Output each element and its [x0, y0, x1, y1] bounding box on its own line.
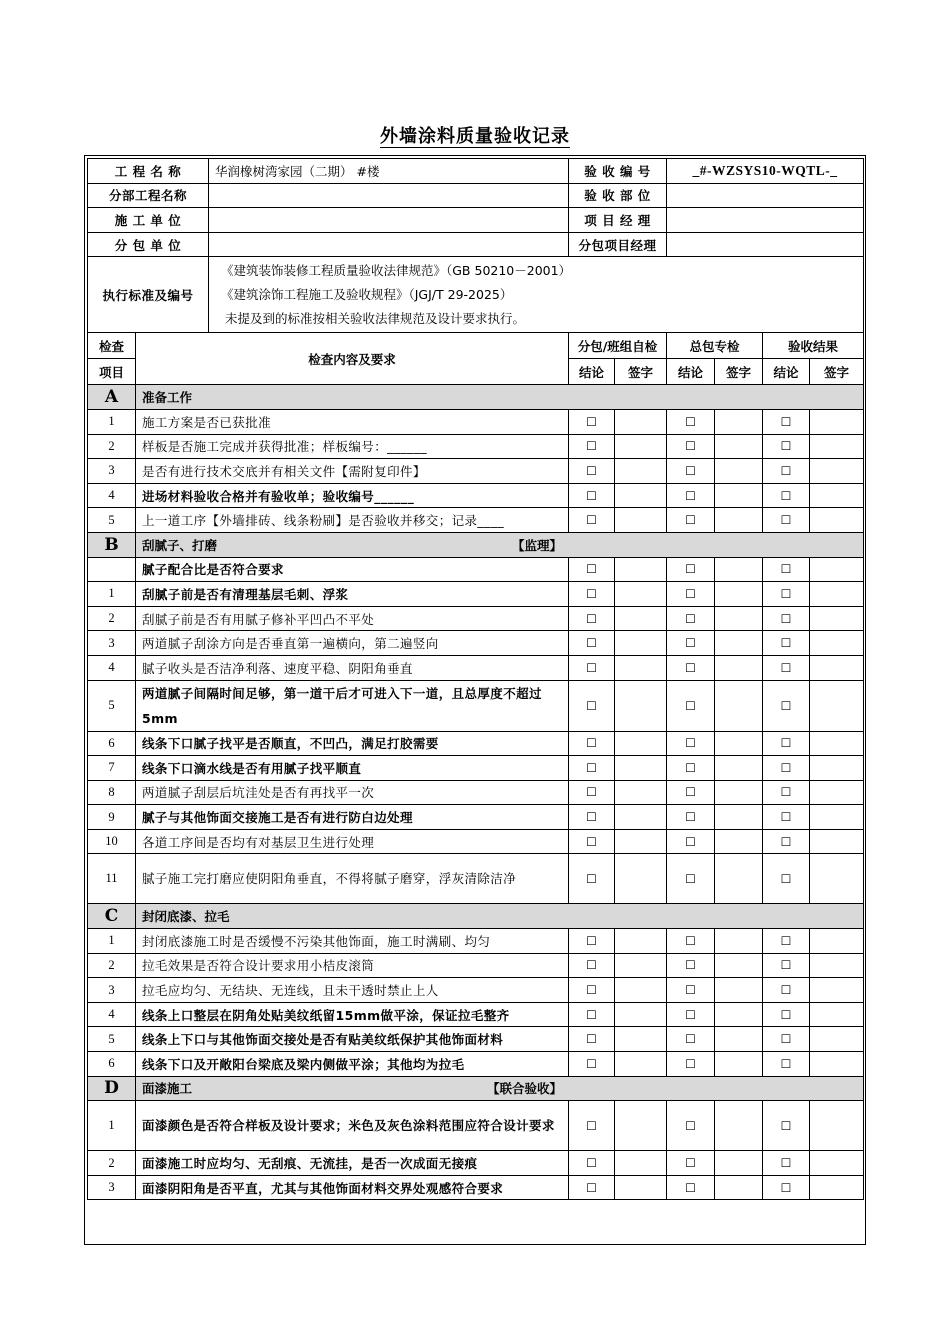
table-row — [88, 1027, 864, 1052]
item-number: 3 — [88, 978, 136, 1003]
general-check-conclusion-checkbox[interactable]: ☐ — [667, 929, 715, 954]
result-signature[interactable] — [810, 1101, 864, 1151]
check-item-header: 项目 — [88, 359, 136, 385]
general-check-conclusion-checkbox[interactable]: ☐ — [667, 854, 715, 904]
table-row — [88, 1175, 864, 1200]
general-check-conclusion-checkbox[interactable]: ☐ — [667, 1151, 715, 1176]
general-check-conclusion-checkbox[interactable]: ☐ — [667, 680, 715, 731]
acceptance-part-label: 验 收 部 位 — [569, 183, 667, 208]
self-check-signature[interactable] — [615, 829, 667, 854]
self-check-conclusion-checkbox[interactable]: ☐ — [569, 854, 615, 904]
general-check-conclusion-checkbox[interactable]: ☐ — [667, 1101, 715, 1151]
table-row — [88, 829, 864, 854]
item-text: 线条下口腻子找平是否顺直，不凹凸，满足打胶需要 — [136, 731, 569, 756]
item-number: 2 — [88, 434, 136, 459]
result-conclusion-checkbox[interactable]: ☐ — [763, 1101, 810, 1151]
self-check-conclusion-checkbox[interactable]: ☐ — [569, 508, 615, 533]
item-number: 10 — [88, 829, 136, 854]
acceptance-form — [84, 155, 866, 1245]
general-check-signature[interactable] — [715, 805, 763, 830]
section-title — [136, 385, 864, 410]
general-check-signature[interactable] — [715, 557, 763, 582]
table-row — [88, 978, 864, 1003]
self-check-conclusion-checkbox[interactable]: ☐ — [569, 1101, 615, 1151]
result-signature[interactable] — [810, 756, 864, 781]
result-signature[interactable] — [810, 953, 864, 978]
header-row-1 — [88, 333, 864, 359]
general-check-signature[interactable] — [715, 508, 763, 533]
item-number: 4 — [88, 1002, 136, 1027]
table-row — [88, 731, 864, 756]
item-text: 两道腻子刮涂方向是否垂直第一遍横向，第二遍竖向 — [136, 631, 569, 656]
section-title-text: 准备工作 — [142, 390, 193, 406]
general-check-signature[interactable] — [715, 953, 763, 978]
result-signature[interactable] — [810, 1175, 864, 1200]
general-check-signature[interactable] — [715, 434, 763, 459]
general-check-conclusion-checkbox[interactable]: ☐ — [667, 1027, 715, 1052]
result-conclusion-checkbox[interactable]: ☐ — [763, 1002, 810, 1027]
general-check-conclusion-checkbox[interactable]: ☐ — [667, 655, 715, 680]
general-check-signature[interactable] — [715, 483, 763, 508]
self-check-signature[interactable] — [615, 1027, 667, 1052]
self-check-signature[interactable] — [615, 557, 667, 582]
subcontractor-label: 分 包 单 位 — [88, 232, 209, 257]
item-text: 面漆颜色是否符合样板及设计要求；米色及灰色涂料范围应符合设计要求 — [136, 1101, 569, 1151]
self-check-signature[interactable] — [615, 929, 667, 954]
item-number: 11 — [88, 854, 136, 904]
result-conclusion-checkbox[interactable]: ☐ — [763, 854, 810, 904]
self-check-signature[interactable] — [615, 731, 667, 756]
self-check-signature[interactable] — [615, 978, 667, 1003]
result-signature[interactable] — [810, 978, 864, 1003]
result-signature[interactable] — [810, 508, 864, 533]
result-signature[interactable] — [810, 805, 864, 830]
table-row — [88, 805, 864, 830]
info-row-standards — [88, 257, 864, 333]
result-conclusion-checkbox[interactable]: ☐ — [763, 805, 810, 830]
result-conclusion-checkbox[interactable]: ☐ — [763, 631, 810, 656]
general-check-signature[interactable] — [715, 1151, 763, 1176]
self-check-conclusion-checkbox[interactable]: ☐ — [569, 582, 615, 607]
section-header-c — [88, 904, 864, 929]
self-check-signature[interactable] — [615, 508, 667, 533]
item-number: 3 — [88, 459, 136, 484]
self-check-signature[interactable] — [615, 409, 667, 434]
table-row — [88, 929, 864, 954]
result-signature[interactable] — [810, 1151, 864, 1176]
result-signature[interactable] — [810, 655, 864, 680]
self-check-signature[interactable] — [615, 854, 667, 904]
general-check-conclusion-checkbox[interactable]: ☐ — [667, 1052, 715, 1077]
self-check-header: 分包/班组自检 — [569, 333, 667, 359]
item-text: 封闭底漆施工时是否缓慢不污染其他饰面，施工时满刷、均匀 — [136, 929, 569, 954]
result-conclusion-checkbox[interactable]: ☐ — [763, 409, 810, 434]
item-number: 5 — [88, 508, 136, 533]
general-check-conclusion-checkbox[interactable]: ☐ — [667, 631, 715, 656]
result-signature[interactable] — [810, 557, 864, 582]
general-check-signature[interactable] — [715, 854, 763, 904]
info-row-subcontractor — [88, 232, 864, 257]
standard-label: 执行标准及编号 — [88, 257, 209, 333]
table-row — [88, 655, 864, 680]
project-manager-value[interactable] — [667, 208, 864, 233]
section-header-d — [88, 1076, 864, 1101]
item-number: 2 — [88, 1151, 136, 1176]
item-text: 线条上下口与其他饰面交接处是否有贴美纹纸保护其他饰面材料 — [136, 1027, 569, 1052]
sub-pm-label: 分包项目经理 — [569, 232, 667, 257]
general-check-signature[interactable] — [715, 1052, 763, 1077]
project-name-label: 工 程 名 称 — [88, 159, 209, 184]
self-check-conclusion-checkbox[interactable]: ☐ — [569, 1175, 615, 1200]
self-check-conclusion-checkbox[interactable]: ☐ — [569, 631, 615, 656]
item-text: 两道腻子刮层后坑洼处是否有再找平一次 — [136, 780, 569, 805]
project-manager-label: 项 目 经 理 — [569, 208, 667, 233]
general-check-signature[interactable] — [715, 829, 763, 854]
general-check-conclusion-checkbox[interactable]: ☐ — [667, 829, 715, 854]
table-row — [88, 780, 864, 805]
item-number: 5 — [88, 1027, 136, 1052]
conclusion-header: 结论 — [763, 359, 810, 385]
signature-header: 签字 — [810, 359, 864, 385]
general-check-signature[interactable] — [715, 1175, 763, 1200]
result-signature[interactable] — [810, 606, 864, 631]
contractor-value[interactable] — [209, 208, 569, 233]
general-check-conclusion-checkbox[interactable]: ☐ — [667, 606, 715, 631]
result-signature[interactable] — [810, 582, 864, 607]
result-signature[interactable] — [810, 1052, 864, 1077]
general-check-conclusion-checkbox[interactable]: ☐ — [667, 756, 715, 781]
item-number: 1 — [88, 929, 136, 954]
result-conclusion-checkbox[interactable]: ☐ — [763, 780, 810, 805]
item-number: 9 — [88, 805, 136, 830]
item-text: 线条下口滴水线是否有用腻子找平顺直 — [136, 756, 569, 781]
result-conclusion-checkbox[interactable]: ☐ — [763, 483, 810, 508]
general-check-signature[interactable] — [715, 409, 763, 434]
self-check-conclusion-checkbox[interactable]: ☐ — [569, 1052, 615, 1077]
self-check-conclusion-checkbox[interactable]: ☐ — [569, 1027, 615, 1052]
section-header-a — [88, 385, 864, 410]
self-check-signature[interactable] — [615, 953, 667, 978]
self-check-signature[interactable] — [615, 655, 667, 680]
self-check-conclusion-checkbox[interactable]: ☐ — [569, 680, 615, 731]
self-check-signature[interactable] — [615, 1002, 667, 1027]
item-text: 刮腻子前是否有用腻子修补平凹凸不平处 — [136, 606, 569, 631]
signature-header: 签字 — [615, 359, 667, 385]
general-check-signature[interactable] — [715, 459, 763, 484]
conclusion-header: 结论 — [667, 359, 715, 385]
item-number: 4 — [88, 655, 136, 680]
self-check-signature[interactable] — [615, 756, 667, 781]
general-check-conclusion-checkbox[interactable]: ☐ — [667, 731, 715, 756]
item-number: 7 — [88, 756, 136, 781]
item-text: 线条上口整层在阴角处贴美纹纸留15mm做平涂，保证拉毛整齐 — [136, 1002, 569, 1027]
result-signature[interactable] — [810, 459, 864, 484]
general-check-signature[interactable] — [715, 1027, 763, 1052]
item-text: 腻子配合比是否符合要求 — [136, 557, 569, 582]
table-row — [88, 631, 864, 656]
self-check-conclusion-checkbox[interactable]: ☐ — [569, 483, 615, 508]
section-letter: D — [88, 1076, 136, 1101]
general-check-signature[interactable] — [715, 1002, 763, 1027]
table-row — [88, 1151, 864, 1176]
self-check-conclusion-checkbox[interactable]: ☐ — [569, 756, 615, 781]
general-check-conclusion-checkbox[interactable]: ☐ — [667, 483, 715, 508]
self-check-conclusion-checkbox[interactable]: ☐ — [569, 434, 615, 459]
contractor-label: 施 工 单 位 — [88, 208, 209, 233]
item-text: 拉毛应均匀、无结块、无连线，且未干透时禁止上人 — [136, 978, 569, 1003]
table-row — [88, 459, 864, 484]
general-check-header: 总包专检 — [667, 333, 763, 359]
result-conclusion-checkbox[interactable]: ☐ — [763, 606, 810, 631]
acceptance-part-value[interactable] — [667, 183, 864, 208]
result-signature[interactable] — [810, 780, 864, 805]
item-number: 6 — [88, 731, 136, 756]
standards-list — [209, 257, 864, 333]
item-number: 2 — [88, 953, 136, 978]
signature-header: 签字 — [715, 359, 763, 385]
item-text: 进场材料验收合格并有验收单；验收编号______ — [136, 483, 569, 508]
general-check-conclusion-checkbox[interactable]: ☐ — [667, 1175, 715, 1200]
content-header: 检查内容及要求 — [136, 333, 569, 385]
self-check-conclusion-checkbox[interactable]: ☐ — [569, 459, 615, 484]
self-check-conclusion-checkbox[interactable]: ☐ — [569, 557, 615, 582]
self-check-signature[interactable] — [615, 780, 667, 805]
item-text: 腻子施工完打磨应使阴阳角垂直，不得将腻子磨穿，浮灰清除洁净 — [136, 854, 569, 904]
item-text: 两道腻子间隔时间足够，第一道干后才可进入下一道，且总厚度不超过5mm — [136, 680, 569, 731]
item-text: 刮腻子前是否有清理基层毛刺、浮浆 — [136, 582, 569, 607]
item-text: 腻子与其他饰面交接施工是否有进行防白边处理 — [136, 805, 569, 830]
self-check-signature[interactable] — [615, 606, 667, 631]
standard-line: 《建筑装饰装修工程质量验收法律规范》（GB 50210－2001） — [221, 262, 572, 278]
item-number: 2 — [88, 606, 136, 631]
result-signature[interactable] — [810, 1027, 864, 1052]
general-check-conclusion-checkbox[interactable]: ☐ — [667, 557, 715, 582]
general-check-conclusion-checkbox[interactable]: ☐ — [667, 805, 715, 830]
general-check-conclusion-checkbox[interactable]: ☐ — [667, 582, 715, 607]
general-check-signature[interactable] — [715, 731, 763, 756]
item-number: 1 — [88, 1101, 136, 1151]
page-title: 外墙涂料质量验收记录 — [380, 126, 570, 147]
item-text: 上一道工序【外墙排砖、线条粉刷】是否验收并移交；记录____ — [136, 508, 569, 533]
table-row — [88, 1002, 864, 1027]
item-number: 6 — [88, 1052, 136, 1077]
table-row — [88, 1052, 864, 1077]
standard-line: 未提及到的标准按相关验收法律规范及设计要求执行。 — [221, 310, 525, 326]
item-text: 施工方案是否已获批准 — [136, 409, 569, 434]
item-number: 3 — [88, 1175, 136, 1200]
general-check-conclusion-checkbox[interactable]: ☐ — [667, 409, 715, 434]
item-number: 1 — [88, 582, 136, 607]
result-conclusion-checkbox[interactable]: ☐ — [763, 680, 810, 731]
result-conclusion-checkbox[interactable]: ☐ — [763, 929, 810, 954]
result-signature[interactable] — [810, 731, 864, 756]
sub-project-label: 分部工程名称 — [88, 183, 209, 208]
general-check-conclusion-checkbox[interactable]: ☐ — [667, 508, 715, 533]
self-check-conclusion-checkbox[interactable]: ☐ — [569, 953, 615, 978]
general-check-signature[interactable] — [715, 631, 763, 656]
general-check-signature[interactable] — [715, 680, 763, 731]
result-conclusion-checkbox[interactable]: ☐ — [763, 731, 810, 756]
sub-pm-value[interactable] — [667, 232, 864, 257]
section-title — [136, 904, 864, 929]
result-conclusion-checkbox[interactable]: ☐ — [763, 582, 810, 607]
general-check-signature[interactable] — [715, 1101, 763, 1151]
item-text: 面漆阴阳角是否平直，尤其与其他饰面材料交界处观感符合要求 — [136, 1175, 569, 1200]
section-letter: C — [88, 904, 136, 929]
general-check-conclusion-checkbox[interactable]: ☐ — [667, 459, 715, 484]
item-number: 8 — [88, 780, 136, 805]
result-signature[interactable] — [810, 434, 864, 459]
general-check-conclusion-checkbox[interactable]: ☐ — [667, 780, 715, 805]
self-check-conclusion-checkbox[interactable]: ☐ — [569, 655, 615, 680]
table-row — [88, 434, 864, 459]
section-title-text: 刮腻子、打磨 — [142, 537, 218, 553]
general-check-conclusion-checkbox[interactable]: ☐ — [667, 978, 715, 1003]
result-conclusion-checkbox[interactable]: ☐ — [763, 953, 810, 978]
result-conclusion-checkbox[interactable]: ☐ — [763, 1052, 810, 1077]
result-conclusion-checkbox[interactable]: ☐ — [763, 756, 810, 781]
self-check-signature[interactable] — [615, 483, 667, 508]
self-check-signature[interactable] — [615, 631, 667, 656]
acceptance-no-value[interactable]: _#-WZSYS10-WQTL-_ — [667, 159, 864, 184]
self-check-conclusion-checkbox[interactable]: ☐ — [569, 731, 615, 756]
item-number: 3 — [88, 631, 136, 656]
item-text: 腻子收头是否洁净利落、速度平稳、阴阳角垂直 — [136, 655, 569, 680]
result-conclusion-checkbox[interactable]: ☐ — [763, 557, 810, 582]
result-conclusion-checkbox[interactable]: ☐ — [763, 1175, 810, 1200]
general-check-signature[interactable] — [715, 756, 763, 781]
self-check-conclusion-checkbox[interactable]: ☐ — [569, 929, 615, 954]
table-row — [88, 409, 864, 434]
result-conclusion-checkbox[interactable]: ☐ — [763, 508, 810, 533]
result-signature[interactable] — [810, 409, 864, 434]
self-check-conclusion-checkbox[interactable]: ☐ — [569, 606, 615, 631]
sub-project-value[interactable] — [209, 183, 569, 208]
item-text: 线条下口及开敞阳台梁底及梁内侧做平涂；其他均为拉毛 — [136, 1052, 569, 1077]
self-check-signature[interactable] — [615, 459, 667, 484]
self-check-signature[interactable] — [615, 680, 667, 731]
self-check-conclusion-checkbox[interactable]: ☐ — [569, 978, 615, 1003]
general-check-signature[interactable] — [715, 582, 763, 607]
item-text: 拉毛效果是否符合设计要求用小桔皮滚筒 — [136, 953, 569, 978]
item-number: 4 — [88, 483, 136, 508]
section-title-text: 封闭底漆、拉毛 — [142, 909, 230, 925]
section-title — [136, 1076, 864, 1101]
section-title-text: 面漆施工 — [142, 1081, 193, 1097]
item-text: 是否有进行技术交底并有相关文件【需附复印件】 — [136, 459, 569, 484]
acceptance-table — [87, 158, 864, 1200]
self-check-conclusion-checkbox[interactable]: ☐ — [569, 1151, 615, 1176]
self-check-conclusion-checkbox[interactable]: ☐ — [569, 1002, 615, 1027]
table-row — [88, 582, 864, 607]
section-letter: B — [88, 532, 136, 557]
result-signature[interactable] — [810, 483, 864, 508]
result-conclusion-checkbox[interactable]: ☐ — [763, 655, 810, 680]
self-check-signature[interactable] — [615, 1175, 667, 1200]
self-check-signature[interactable] — [615, 1151, 667, 1176]
general-check-conclusion-checkbox[interactable]: ☐ — [667, 953, 715, 978]
result-conclusion-checkbox[interactable]: ☐ — [763, 434, 810, 459]
standard-line: 《建筑涂饰工程施工及验收规程》（JGJ/T 29-2025） — [221, 286, 513, 302]
item-number: 1 — [88, 409, 136, 434]
conclusion-header: 结论 — [569, 359, 615, 385]
table-row — [88, 557, 864, 582]
info-row-project — [88, 159, 864, 184]
result-conclusion-checkbox[interactable]: ☐ — [763, 1027, 810, 1052]
section-header-b — [88, 532, 864, 557]
section-tag: 【监理】 — [511, 537, 562, 553]
result-signature[interactable] — [810, 1002, 864, 1027]
general-check-signature[interactable] — [715, 780, 763, 805]
table-row — [88, 508, 864, 533]
table-row — [88, 606, 864, 631]
result-conclusion-checkbox[interactable]: ☐ — [763, 459, 810, 484]
result-signature[interactable] — [810, 631, 864, 656]
general-check-signature[interactable] — [715, 655, 763, 680]
result-signature[interactable] — [810, 829, 864, 854]
item-text: 面漆施工时应均匀、无刮痕、无流挂，是否一次成面无接痕 — [136, 1151, 569, 1176]
project-name-value[interactable]: 华润橡树湾家园（二期） #楼 — [209, 159, 569, 184]
result-conclusion-checkbox[interactable]: ☐ — [763, 978, 810, 1003]
general-check-conclusion-checkbox[interactable]: ☐ — [667, 1002, 715, 1027]
table-row — [88, 756, 864, 781]
general-check-signature[interactable] — [715, 606, 763, 631]
general-check-signature[interactable] — [715, 929, 763, 954]
self-check-signature[interactable] — [615, 434, 667, 459]
general-check-conclusion-checkbox[interactable]: ☐ — [667, 434, 715, 459]
subcontractor-value[interactable] — [209, 232, 569, 257]
table-row — [88, 854, 864, 904]
result-signature[interactable] — [810, 680, 864, 731]
item-number — [88, 557, 136, 582]
section-title — [136, 532, 864, 557]
table-row — [88, 680, 864, 731]
self-check-conclusion-checkbox[interactable]: ☐ — [569, 829, 615, 854]
result-conclusion-checkbox[interactable]: ☐ — [763, 1151, 810, 1176]
result-signature[interactable] — [810, 854, 864, 904]
self-check-conclusion-checkbox[interactable]: ☐ — [569, 409, 615, 434]
self-check-conclusion-checkbox[interactable]: ☐ — [569, 780, 615, 805]
section-letter: A — [88, 385, 136, 410]
info-row-contractor — [88, 208, 864, 233]
self-check-conclusion-checkbox[interactable]: ☐ — [569, 805, 615, 830]
self-check-signature[interactable] — [615, 582, 667, 607]
item-text: 各道工序间是否均有对基层卫生进行处理 — [136, 829, 569, 854]
result-signature[interactable] — [810, 929, 864, 954]
acceptance-no-label: 验 收 编 号 — [569, 159, 667, 184]
item-number: 5 — [88, 680, 136, 731]
info-row-subproject — [88, 183, 864, 208]
result-conclusion-checkbox[interactable]: ☐ — [763, 829, 810, 854]
check-item-header: 检查 — [88, 333, 136, 359]
table-row — [88, 483, 864, 508]
item-text: 样板是否施工完成并获得批准；样板编号：______ — [136, 434, 569, 459]
self-check-signature[interactable] — [615, 1101, 667, 1151]
table-row — [88, 1101, 864, 1151]
section-tag: 【联合验收】 — [486, 1081, 562, 1097]
result-header: 验收结果 — [763, 333, 864, 359]
self-check-signature[interactable] — [615, 805, 667, 830]
table-row — [88, 953, 864, 978]
general-check-signature[interactable] — [715, 978, 763, 1003]
self-check-signature[interactable] — [615, 1052, 667, 1077]
